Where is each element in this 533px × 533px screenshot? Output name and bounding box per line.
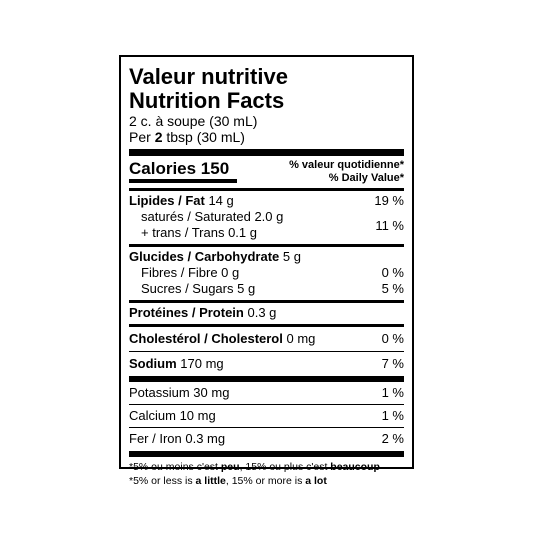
protein-rule [129, 300, 404, 303]
saturated-row: saturés / Saturated 2.0 g [141, 209, 284, 224]
fat-row: Lipides / Fat 14 g 19 % [129, 193, 404, 208]
carb-rule [129, 244, 404, 247]
title-en: Nutrition Facts [129, 88, 285, 113]
calcium-row: Calcium 10 mg 1 % [129, 408, 404, 423]
footnote-fr: *5% ou moins c'est peu, 15% ou plus c'est beaucoup [129, 461, 380, 473]
calories-rule [129, 188, 404, 191]
serving-amount: 2 [154, 129, 163, 145]
fibre-row: Fibres / Fibre 0 g 0 % [141, 265, 404, 280]
daily-value-header: % valeur quotidienne* % Daily Value* [289, 159, 404, 184]
calories: Calories 150 [129, 159, 230, 178]
protein-row: Protéines / Protein 0.3 g [129, 305, 277, 320]
carb-row: Glucides / Carbohydrate 5 g [129, 249, 301, 264]
calories-row [129, 159, 404, 185]
top-rule [129, 149, 404, 156]
potassium-row: Potassium 30 mg 1 % [129, 385, 404, 400]
calcium-rule [129, 404, 404, 405]
footer-rule [129, 451, 404, 457]
trans-row: + trans / Trans 0.1 g 11 % [141, 218, 404, 240]
calories-underline [129, 179, 237, 183]
sodium-rule [129, 351, 404, 352]
serving-en: Per 2 tbsp (30 mL) [129, 129, 245, 145]
nutrition-facts-label [119, 55, 414, 487]
cholesterol-rule [129, 324, 404, 327]
iron-row: Fer / Iron 0.3 mg 2 % [129, 431, 404, 446]
mineral-rule [129, 376, 404, 382]
iron-rule [129, 427, 404, 428]
footnote [129, 460, 404, 488]
title-fr: Valeur nutritive [129, 64, 288, 89]
serving-fr: 2 c. à soupe (30 mL) [129, 113, 258, 129]
sugars-row: Sucres / Sugars 5 g 5 % [141, 281, 404, 296]
sodium-row: Sodium 170 mg 7 % [129, 356, 404, 371]
cholesterol-row: Cholestérol / Cholesterol 0 mg 0 % [129, 331, 404, 346]
footnote-en: *5% or less is a little, 15% or more is a lot [129, 475, 327, 487]
